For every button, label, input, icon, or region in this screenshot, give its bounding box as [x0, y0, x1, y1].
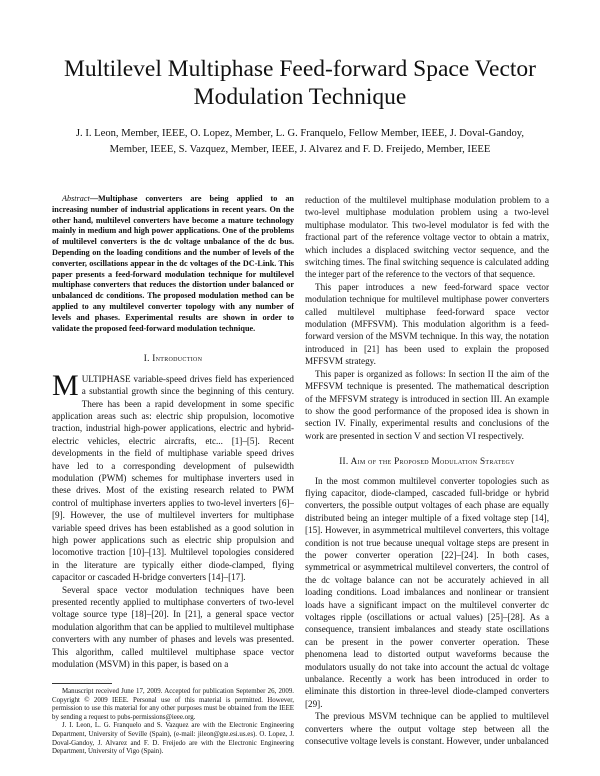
drop-cap: M	[52, 368, 79, 402]
abstract-lead: Abstract	[62, 194, 90, 203]
abstract-text: —Multiphase converters are being applied to an increasing number of industrial applications in recent years. On the other hand, multilevel converters have become a mature technology mainly in medium and high power applications. One of the problems of multilevel converters is the dc voltage unbalance of the dc bus. Depending on the loading conditions and the number of levels of the converter, oscillations appear in the dc voltages of the DC-Link. This paper presents a feed-forward modulation technique for multilevel multiphase converters that reduces the distortion under balanced or unbalanced dc conditions. The proposed modulation method can be applied to any multilevel converter topology with any number of levels and phases. Experimental results are shown in order to validate the proposed feed-forward modulation technique.	[52, 194, 294, 333]
author-list	[40, 126, 560, 158]
title-line-2: Modulation Technique	[193, 84, 407, 110]
footnote-rule	[52, 683, 112, 684]
footnote-affiliations: J. I. Leon, L. G. Franquelo and S. Vazquez are with the Electronic Engineering Department, University of Seville (Spain), (e-mail: jileon@gte.esi.us.es). O. Lopez, J. Doval-Gandoy, J. Alvarez and F. D. Freijedo are with the Electronic Engineering Department, University of Vigo (Spain).	[52, 722, 294, 756]
right-paragraph-1: reduction of the multilevel multiphase modulation problem to a two-level multiphase modulation problem using a two-level multiphase modulator. This two-level modulator is fed with the fractional part of the reference voltage vector to obtain a matrix, which includes a displaced switching vector sequence, and the switching times. The final switching sequence is calculated adding the integer part of the reference to the vectors of that sequence.	[305, 195, 549, 280]
left-column	[52, 194, 294, 671]
title-line-1: Multilevel Multiphase Feed-forward Space Vector	[63, 56, 537, 82]
right-column	[305, 194, 549, 747]
intro-paragraph-1	[52, 368, 294, 584]
section-heading-introduction: I. Introduction	[143, 353, 203, 364]
authors-line-2: Member, IEEE, S. Vazquez, Member, IEEE, J. Alvarez and F. D. Freijedo, Member, IEEE	[109, 144, 491, 155]
intro-paragraph-2: Several space vector modulation techniques have been presented recently applied to multiphase converters of two-level voltage source type [18]–[20]. In [21], a general space vector modulation algorithm that can be applied to multilevel multiphase converters with any number of phases and levels was presented. This algorithm, called multilevel multiphase space vector modulation (MSVM) in this paper, is based on a	[52, 584, 294, 670]
aim-paragraph-1: In the most common multilevel converter topologies such as flying capacitor, diode-clamped, cascaded full-bridge or hybrid converters, the possible output voltages of each phase are equally distributed being an integer multiple of a fixed voltage step [14], [15]. However, in asymmetrical multilevel converters, this voltage condition is not true because unequal voltage steps are present in the power converter operation [22]–[24]. In both cases, symmetrical or asymmetrical multilevel converters, the control of the dc voltage balance can not be accurately achieved in all loading conditions. Load imbalances and nonlinear or transient loads have a significant impact on the multilevel converter dc voltages ripple (oscillations or actual values) [25]–[28]. As a consequence, transient imbalances and steady state oscillations can be present in the power converter operation. These phenomena lead to distorted output waveforms because the modulators usually do not take into account the actual dc voltage unbalance. Recently a work has been introduced in order to eliminate this distortion in three-level diode-clamped converters [29].	[305, 475, 549, 709]
authors-line-1: J. I. Leon, Member, IEEE, O. Lopez, Member, L. G. Franquelo, Fellow Member, IEEE, J. Doval-Gandoy,	[75, 128, 525, 139]
aim-paragraph-2: The previous MSVM technique can be applied to multilevel converters where the output voltage step between all the consecutive voltage levels is constant. However, under unbalanced	[305, 711, 549, 747]
footnote-manuscript: Manuscript received June 17, 2009. Accepted for publication September 26, 2009. Copyright © 2009 IEEE. Personal use of this material is permitted. However, permission to use this material for any other purposes must be obtained from the IEEE by sending a request to pubs-permissions@ieee.org.	[52, 688, 294, 721]
paper-title	[0, 55, 600, 111]
intro-paragraph-1-text: ULTIPHASE variable-speed drives field has experienced a substantial growth since the beginning of this century. There has been a rapid development in some specific application areas such as: electric ship propulsion, locomotive traction, industrial high-power applications, electric and hybrid-electric vehicles, electric aircrafts, etc... [1]–[5]. Recent developments in the field of multiphase variable speed drives have led to a corresponding development of pulsewidth modulation (PWM) schemes for multiphase inverters used in these drives. Most of the existing research related to PWM control of multiphase inverters applies to two-level inverters [6]–[9]. However, the use of multilevel inverters for multiphase variable speed drives has been established as a good solution in high power applications such as electric ship propulsion and locomotive traction [10]–[13]. Multilevel topologies considered in the literature are typically either diode-clamped, flying capacitor or cascaded H-bridge converters [14]–[17].	[52, 373, 294, 583]
right-paragraph-3: This paper is organized as follows: In section II the aim of the MFFSVM technique is presented. The mathematical description of the MFFSVM strategy is introduced in section III. An example to show the good performance of the proposed idea is shown in section IV. Finally, experimental results and conclusions of the work are presented in section V and section VI respectively.	[305, 368, 549, 441]
footnote	[52, 688, 294, 757]
section-heading-aim: II. Aim of the Proposed Modulation Strategy	[339, 456, 515, 467]
abstract	[52, 194, 294, 334]
right-paragraph-2: This paper introduces a new feed-forward space vector modulation technique for multilevel multiphase power converters called multilevel multiphase feed-forward space vector modulation (MFFSVM). This modulation algorithm is a feed-forward version of the MSVM technique. In this way, the notation introduced in [21] has been used to explain the proposed MFFSVM strategy.	[305, 281, 549, 367]
